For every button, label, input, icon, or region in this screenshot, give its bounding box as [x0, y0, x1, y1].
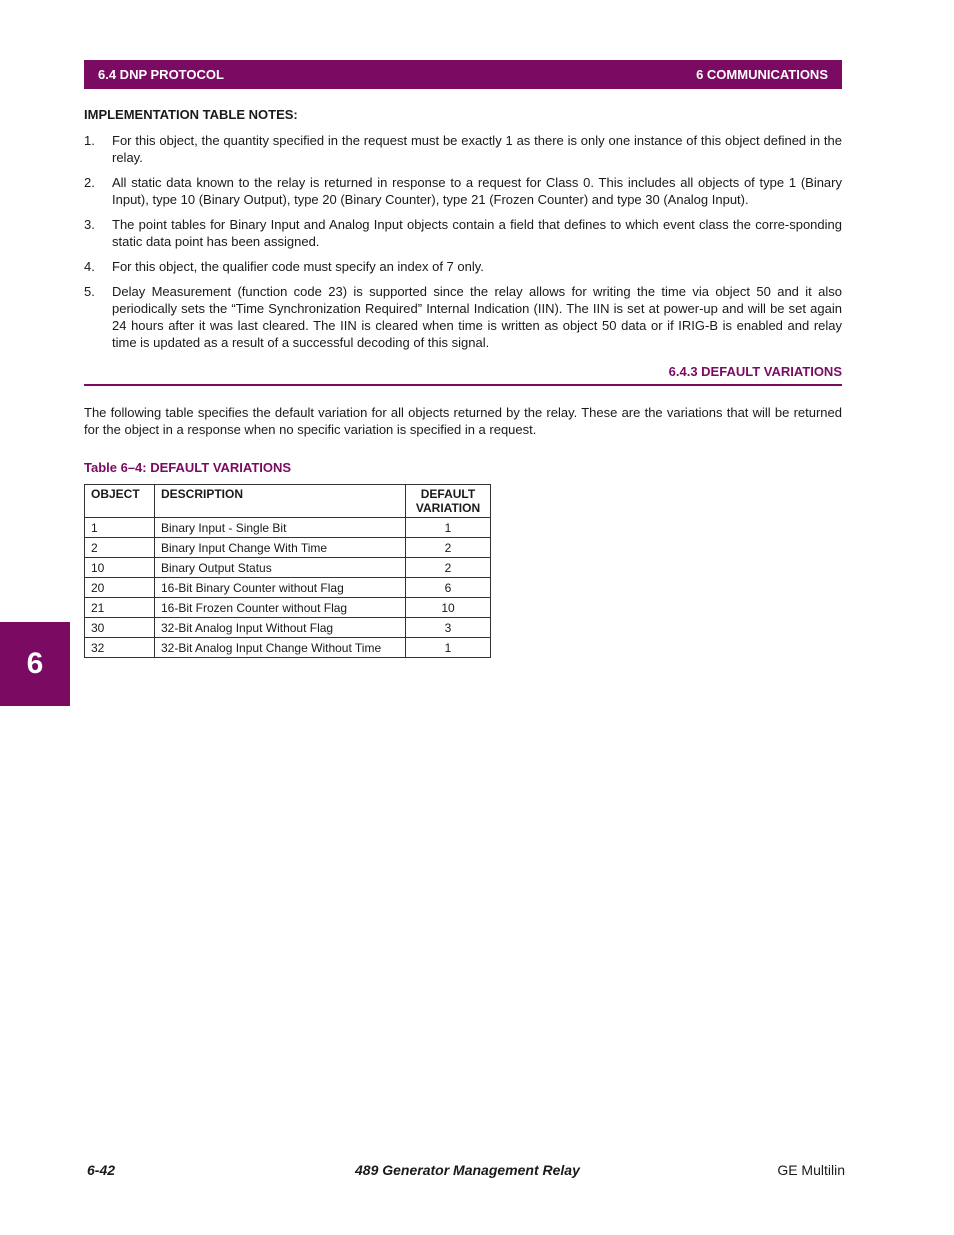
cell-description: 16-Bit Frozen Counter without Flag: [155, 598, 406, 618]
cell-variation: 2: [406, 538, 491, 558]
note-number: 5.: [84, 284, 95, 299]
cell-object: 21: [85, 598, 155, 618]
cell-object: 32: [85, 638, 155, 658]
table-row: [85, 578, 491, 598]
table-row: [85, 638, 491, 658]
note-text: All static data known to the relay is returned in response to a request for Class 0. This includes all objects of type 1 (Binary Input), type 10 (Binary Output), type 20 (Binary Counter), type 21 (Frozen Counter) and type 30 (Analog Input).: [112, 175, 842, 207]
cell-description: 16-Bit Binary Counter without Flag: [155, 578, 406, 598]
cell-object: 10: [85, 558, 155, 578]
note-text: The point tables for Binary Input and Analog Input objects contain a field that defines to which event class the corre-sponding static data point has been assigned.: [112, 217, 842, 249]
note-number: 3.: [84, 217, 95, 232]
notes-title: IMPLEMENTATION TABLE NOTES:: [84, 107, 298, 122]
cell-description: 32-Bit Analog Input Without Flag: [155, 618, 406, 638]
column-header-object: OBJECT: [85, 485, 155, 518]
note-item: [84, 258, 842, 275]
cell-description: 32-Bit Analog Input Change Without Time: [155, 638, 406, 658]
chapter-tab: [0, 622, 70, 706]
cell-variation: 10: [406, 598, 491, 618]
section-header-bar: [84, 60, 842, 89]
table-row: [85, 618, 491, 638]
header-chapter-title: 6 COMMUNICATIONS: [696, 67, 828, 82]
note-text: For this object, the quantity specified in the request must be exactly 1 as there is only one instance of this object defined in the relay.: [112, 133, 842, 165]
section-heading: 6.4.3 DEFAULT VARIATIONS: [84, 363, 842, 386]
note-item: [84, 132, 842, 166]
cell-variation: 2: [406, 558, 491, 578]
cell-object: 2: [85, 538, 155, 558]
cell-variation: 6: [406, 578, 491, 598]
notes-list: [84, 132, 842, 351]
table-row: [85, 558, 491, 578]
manual-title: 489 Generator Management Relay: [355, 1162, 580, 1178]
header-section-title: 6.4 DNP PROTOCOL: [98, 67, 224, 82]
cell-variation: 1: [406, 638, 491, 658]
page-number: 6-42: [87, 1162, 116, 1178]
note-item: [84, 216, 842, 250]
column-header-description: DESCRIPTION: [155, 485, 406, 518]
note-number: 2.: [84, 175, 95, 190]
table-caption: Table 6–4: DEFAULT VARIATIONS: [84, 460, 292, 475]
cell-object: 1: [85, 518, 155, 538]
brand-name: GE Multilin: [777, 1162, 845, 1178]
page-content: [84, 105, 842, 658]
cell-description: Binary Output Status: [155, 558, 406, 578]
default-variations-table: [84, 484, 491, 658]
cell-object: 20: [85, 578, 155, 598]
note-number: 1.: [84, 133, 95, 148]
table-header-row: [85, 485, 491, 518]
cell-variation: 3: [406, 618, 491, 638]
cell-description: Binary Input Change With Time: [155, 538, 406, 558]
column-header-default-variation: DEFAULT VARIATION: [406, 485, 491, 518]
note-text: Delay Measurement (function code 23) is supported since the relay allows for writing the time via object 50 and it also periodically sets the “Time Synchronization Required” Internal Indication (IIN). The IIN is set at power-up and will be set again 24 hours after it was last cleared. The IIN is cleared when time is written as object 50 data or if IRIG-B is enabled and relay time is updated as a result of a successful decoding of this signal.: [112, 284, 842, 350]
table-row: [85, 518, 491, 538]
cell-variation: 1: [406, 518, 491, 538]
table-row: [85, 598, 491, 618]
cell-object: 30: [85, 618, 155, 638]
note-item: [84, 283, 842, 351]
cell-description: Binary Input - Single Bit: [155, 518, 406, 538]
section-intro: The following table specifies the default variation for all objects returned by the relay. These are the variations that will be returned for the object in a response when no specific variation is specified in a request.: [84, 405, 842, 437]
chapter-number: 6: [26, 647, 44, 680]
note-item: [84, 174, 842, 208]
table-row: [85, 538, 491, 558]
note-number: 4.: [84, 259, 95, 274]
note-text: For this object, the qualifier code must specify an index of 7 only.: [112, 259, 484, 274]
